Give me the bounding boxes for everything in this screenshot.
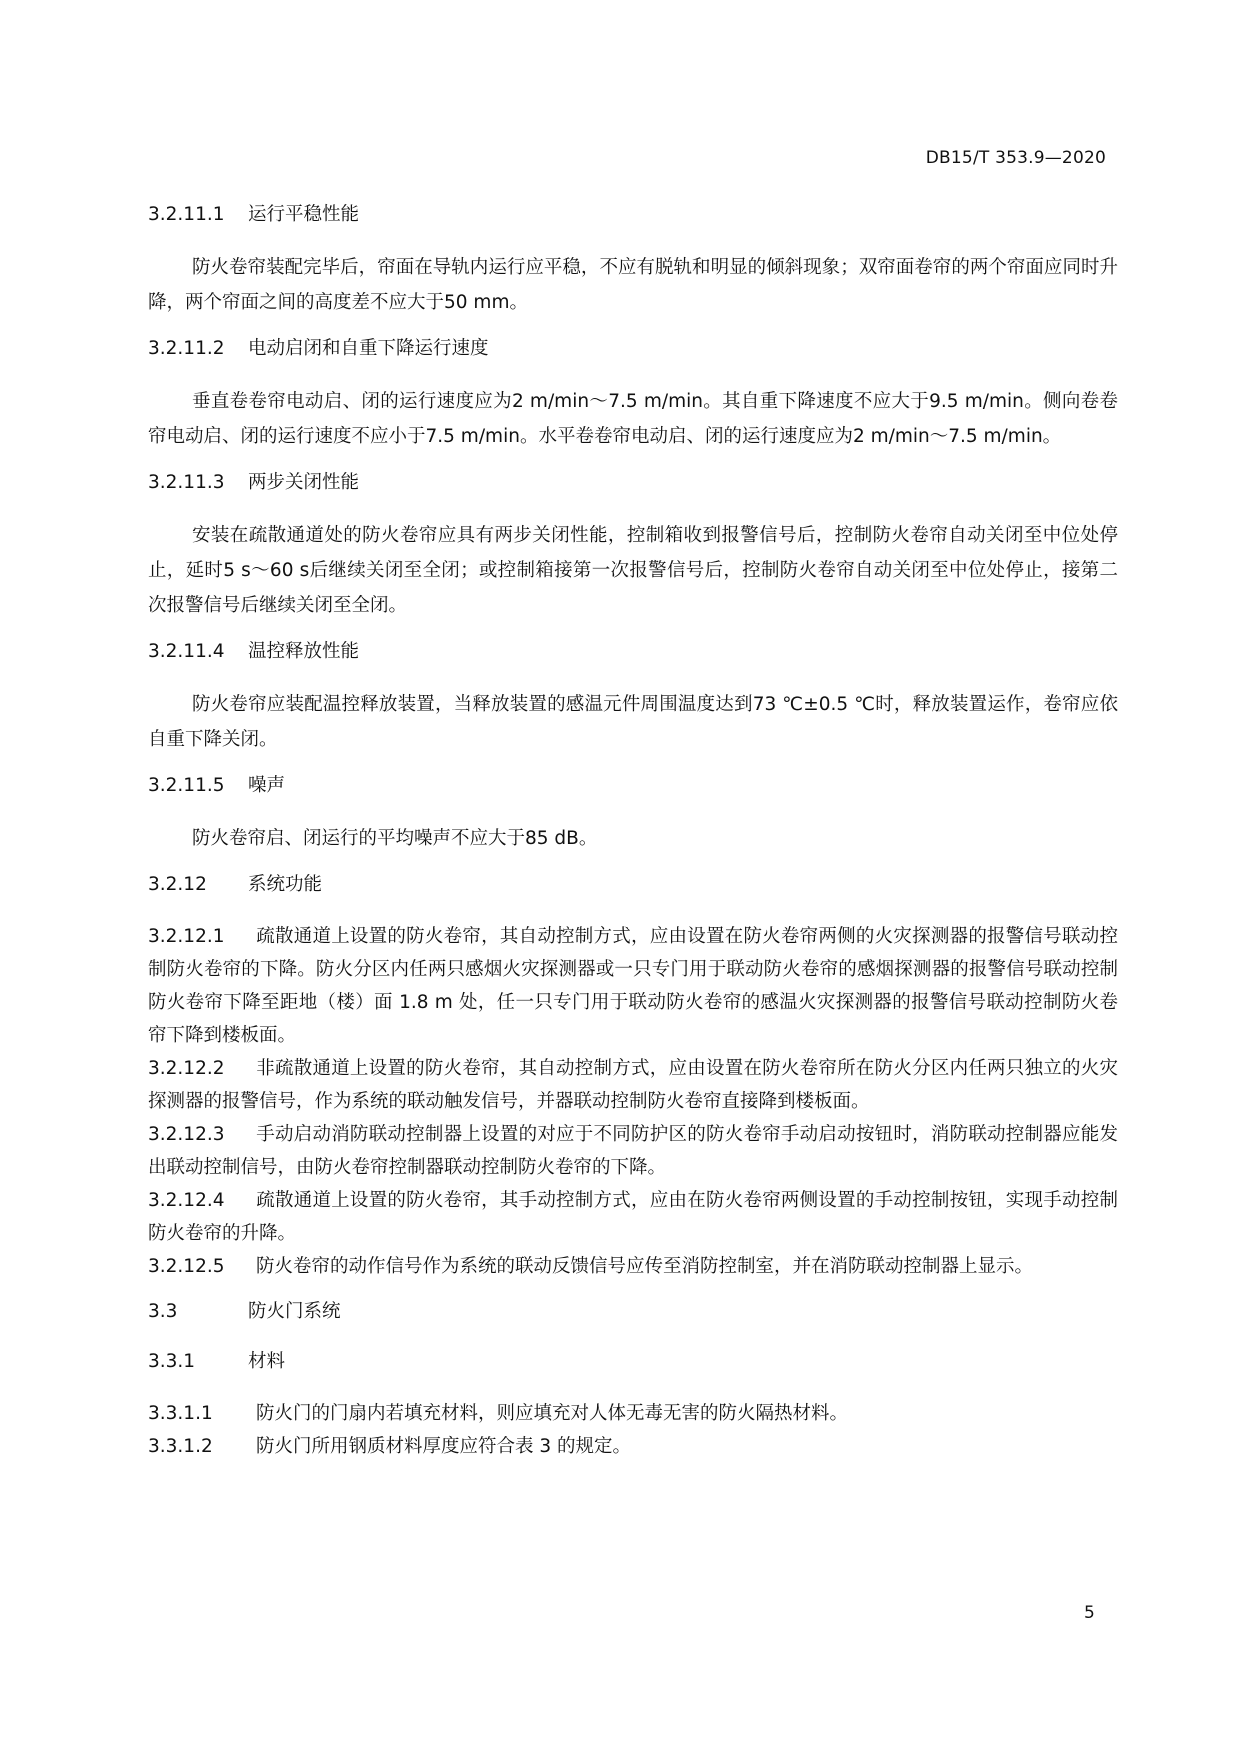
section-number: 3.2.11.5 xyxy=(148,775,225,796)
clause-number: 3.2.12.4 xyxy=(148,1190,225,1211)
section-title: 电动启闭和自重下降运行速度 xyxy=(248,338,489,359)
clause-item xyxy=(148,1184,1118,1250)
clause-text: 防火门所用钢质材料厚度应符合表 3 的规定。 xyxy=(256,1436,632,1457)
section-title: 材料 xyxy=(248,1351,286,1372)
section-number: 3.3.1 xyxy=(148,1351,196,1372)
page-number: 5 xyxy=(1084,1603,1095,1623)
section-number: 3.3 xyxy=(148,1301,178,1322)
section-heading xyxy=(148,200,1118,230)
section-heading xyxy=(148,771,1118,801)
paragraph: 防火卷帘装配完毕后，帘面在导轨内运行应平稳，不应有脱轨和明显的倾斜现象；双帘面卷帘的两个帘面应同时升降，两个帘面之间的高度差不应大于50 mm。 xyxy=(148,257,1118,313)
clause-text: 手动启动消防联动控制器上设置的对应于不同防护区的防火卷帘手动启动按钮时，消防联动控制器应能发出联动控制信号，由防火卷帘控制器联动控制防火卷帘的下降。 xyxy=(148,1124,1118,1178)
clause-item xyxy=(148,1430,1118,1463)
clause-text: 疏散通道上设置的防火卷帘，其手动控制方式，应由在防火卷帘两侧设置的手动控制按钮，实现手动控制防火卷帘的升降。 xyxy=(148,1190,1118,1244)
section-number: 3.2.11.1 xyxy=(148,204,225,225)
paragraph: 防火卷帘启、闭运行的平均噪声不应大于85 dB。 xyxy=(192,828,598,849)
section-title: 噪声 xyxy=(248,775,286,796)
section-number: 3.2.11.4 xyxy=(148,641,225,662)
section-title: 温控释放性能 xyxy=(248,641,360,662)
clause-number: 3.3.1.2 xyxy=(148,1436,213,1457)
section-title: 防火门系统 xyxy=(248,1301,341,1322)
clause-item xyxy=(148,1397,1118,1430)
paragraph: 安装在疏散通道处的防火卷帘应具有两步关闭性能，控制箱收到报警信号后，控制防火卷帘自动关闭至中位处停止，延时5 s～60 s后继续关闭至全闭；或控制箱接第一次报警信号后，控制防火卷帘自动关闭至中位处停止，接第二次报警信号后继续关闭至全闭。 xyxy=(148,525,1118,616)
clause-text: 疏散通道上设置的防火卷帘，其自动控制方式，应由设置在防火卷帘两侧的火灾探测器的报警信号联动控制防火卷帘的下降。防火分区内任两只感烟火灾探测器或一只专门用于联动防火卷帘的感烟探测器的报警信号联动控制防火卷帘下降至距地（楼）面 1.8 m 处，任一只专门用于联动防火卷帘的感温火灾探测器的报警信号联动控制防火卷帘下降到楼板面。 xyxy=(148,926,1118,1046)
section-heading xyxy=(148,1297,1118,1327)
spacer xyxy=(148,1283,1118,1297)
clause-item xyxy=(148,1118,1118,1184)
section-number: 3.2.11.3 xyxy=(148,472,225,493)
document-body xyxy=(148,200,1118,1463)
paragraph: 防火卷帘应装配温控释放装置，当释放装置的感温元件周围温度达到73 ℃±0.5 ℃时，释放装置运作，卷帘应依自重下降关闭。 xyxy=(148,694,1118,750)
section-heading xyxy=(148,1347,1118,1377)
clause-text: 防火卷帘的动作信号作为系统的联动反馈信号应传至消防控制室，并在消防联动控制器上显示。 xyxy=(256,1256,1034,1277)
clause-number: 3.2.12.5 xyxy=(148,1256,225,1277)
clause-item xyxy=(148,1052,1118,1118)
section-number: 3.2.12 xyxy=(148,874,207,895)
section-title: 系统功能 xyxy=(248,874,323,895)
paragraph: 垂直卷卷帘电动启、闭的运行速度应为2 m/min～7.5 m/min。其自重下降速度不应大于9.5 m/min。侧向卷卷帘电动启、闭的运行速度不应小于7.5 m/min。水平卷卷帘电动启、闭的运行速度应为2 m/min～7.5 m/min。 xyxy=(148,391,1118,447)
section-title: 两步关闭性能 xyxy=(248,472,360,493)
standard-number: DB15/T 353.9—2020 xyxy=(925,148,1106,168)
section-title: 运行平稳性能 xyxy=(248,204,360,225)
clause-number: 3.2.12.3 xyxy=(148,1124,225,1145)
clause-item xyxy=(148,920,1118,1052)
clause-number: 3.3.1.1 xyxy=(148,1403,213,1424)
section-number: 3.2.11.2 xyxy=(148,338,225,359)
clause-number: 3.2.12.2 xyxy=(148,1058,225,1079)
clause-text: 非疏散通道上设置的防火卷帘，其自动控制方式，应由设置在防火卷帘所在防火分区内任两只独立的火灾探测器的报警信号，作为系统的联动触发信号，并器联动控制防火卷帘直接降到楼板面。 xyxy=(148,1058,1118,1112)
section-heading xyxy=(148,334,1118,364)
clause-text: 防火门的门扇内若填充材料，则应填充对人体无毒无害的防火隔热材料。 xyxy=(256,1403,849,1424)
section-heading xyxy=(148,870,1118,900)
section-heading xyxy=(148,468,1118,498)
section-heading xyxy=(148,637,1118,667)
clause-number: 3.2.12.1 xyxy=(148,926,225,947)
clause-item xyxy=(148,1250,1118,1283)
